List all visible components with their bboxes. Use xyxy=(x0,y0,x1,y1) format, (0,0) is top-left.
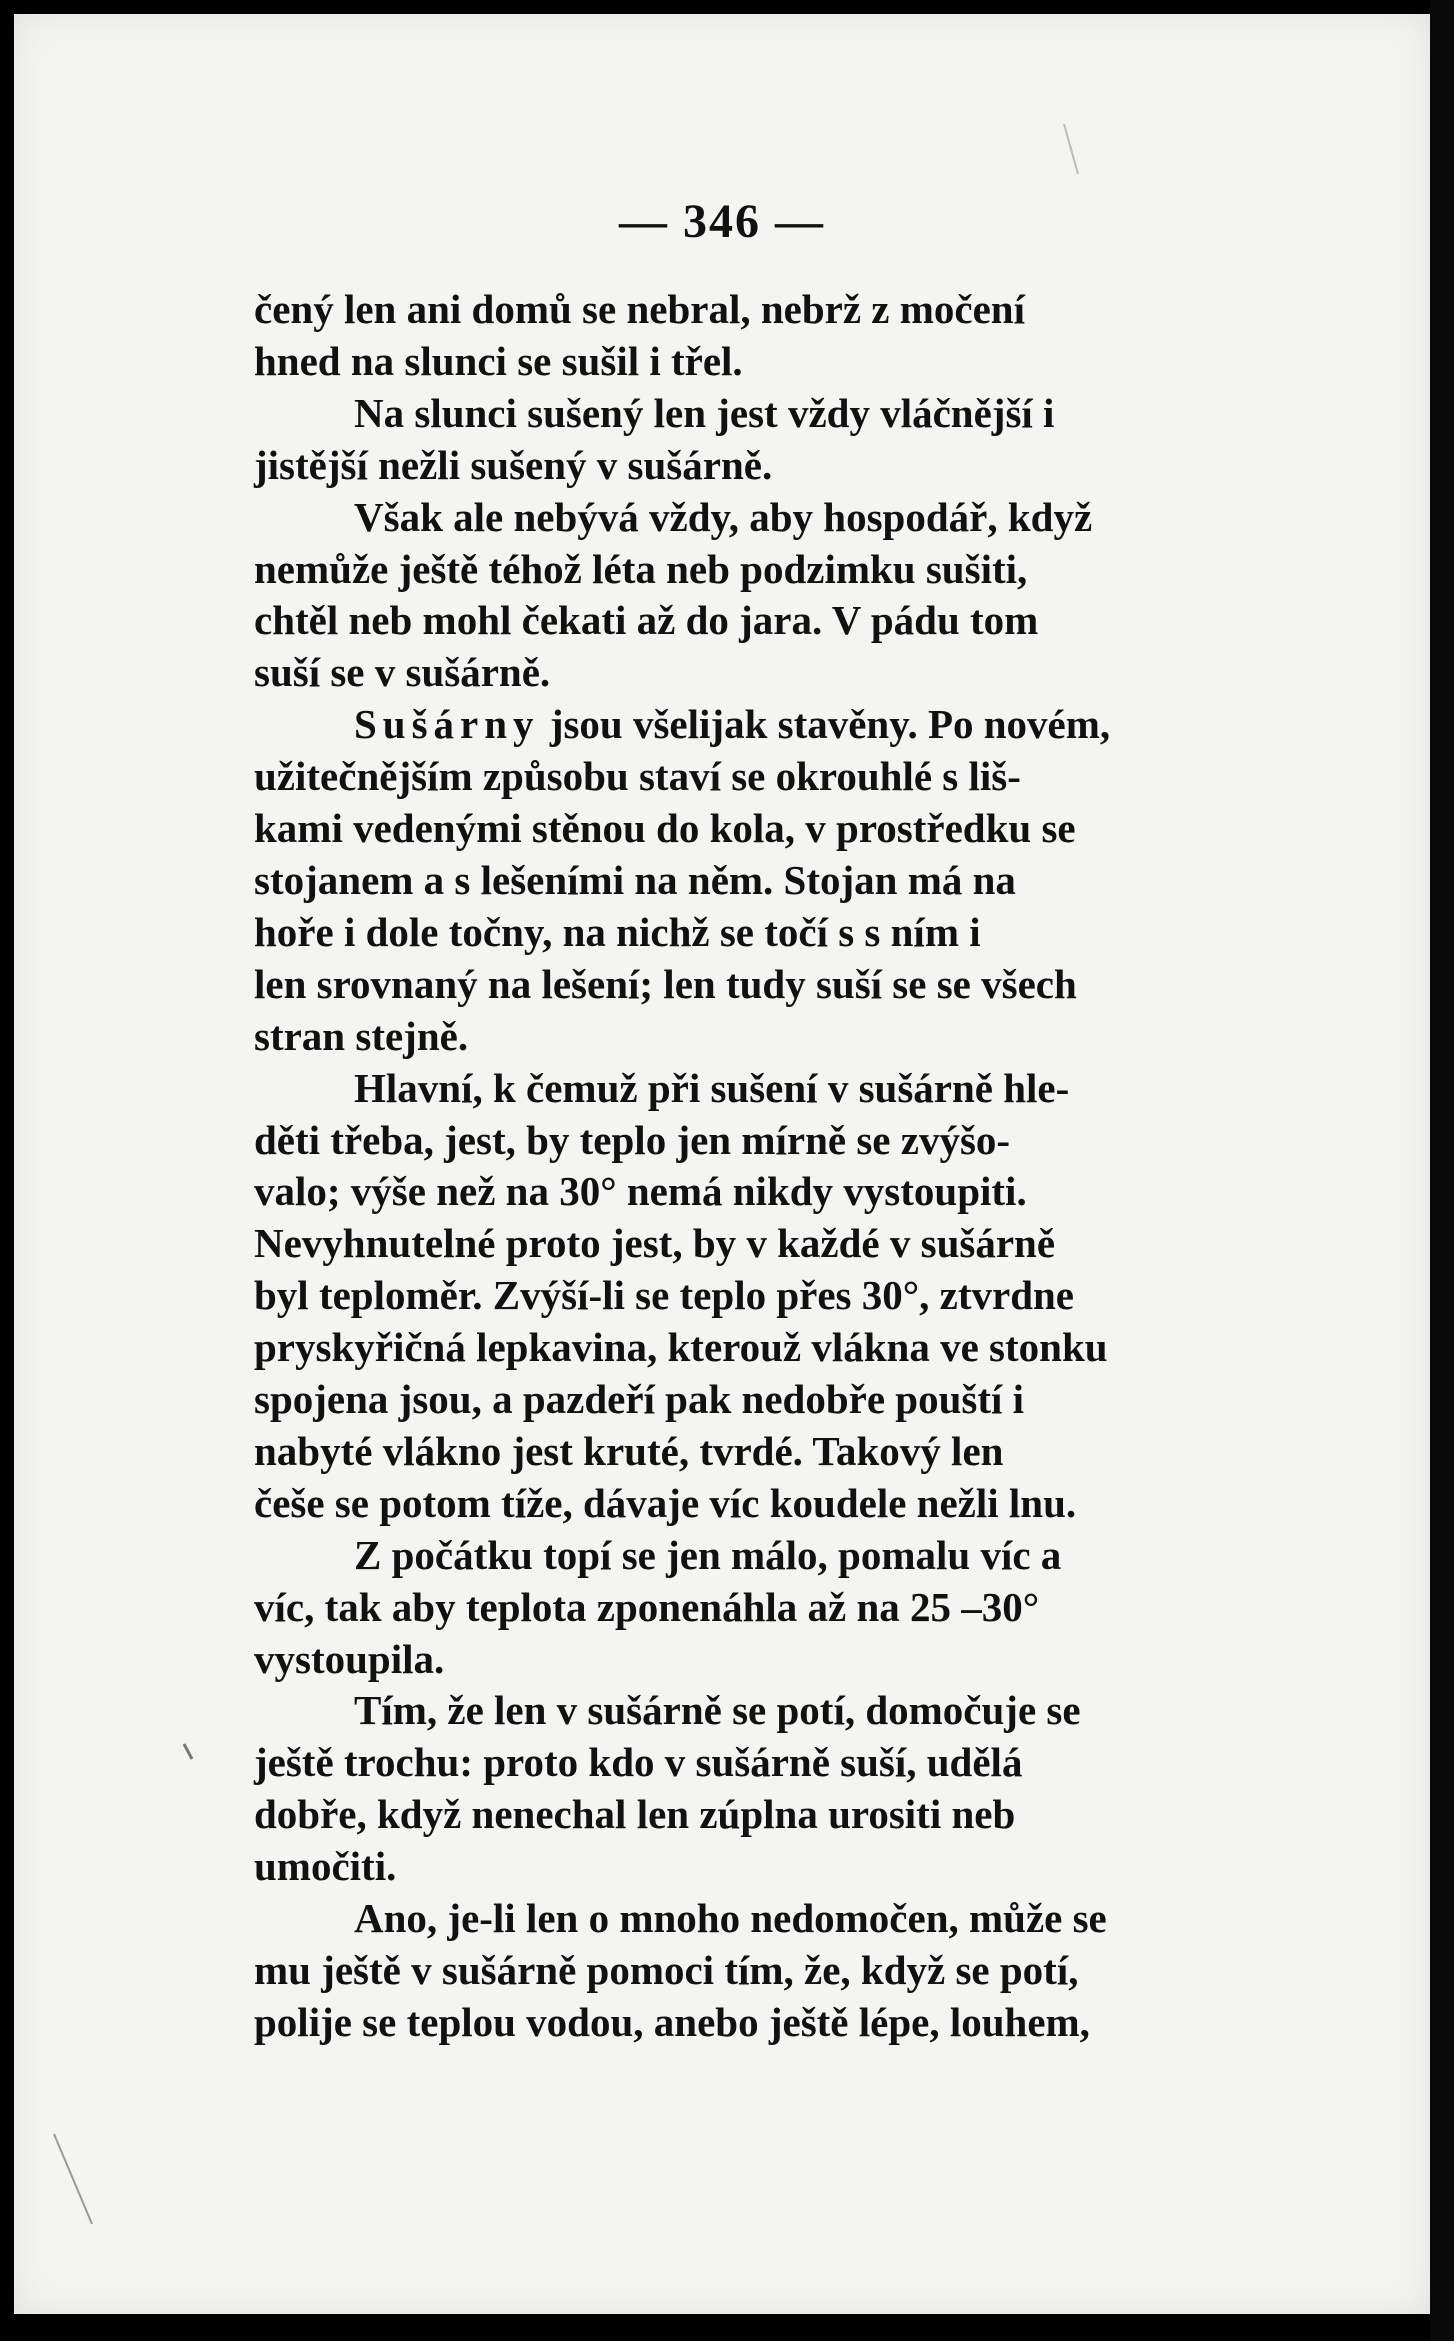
paragraph-6 xyxy=(254,1530,1304,1686)
paragraph-3 xyxy=(254,492,1304,700)
text-line: hoře i dole točny, na nichž se točí s s ním i xyxy=(254,908,981,955)
text-line: jsou všelijak stavěny. Po novém, xyxy=(539,701,1111,748)
text-line: češe se potom tíže, dávaje víc koudele nežli lnu. xyxy=(254,1479,1077,1526)
text-line: Na slunci sušený len jest vždy vláčnější i xyxy=(354,389,1055,436)
page-number: — 346 — xyxy=(619,195,825,248)
text-line: nabyté vlákno jest kruté, tvrdé. Takový len xyxy=(254,1427,1004,1474)
text-line: Nevyhnutelné proto jest, by v každé v sušárně xyxy=(254,1220,1056,1267)
text-line: Ano, je-li len o mnoho nedomočen, může se xyxy=(354,1895,1107,1942)
text-line: dobře, když nenechal len zúplna urositi neb xyxy=(254,1791,1016,1838)
text-line: suší se v sušárně. xyxy=(254,649,551,696)
text-line: stran stejně. xyxy=(254,1012,469,1059)
spaced-term: Sušárny xyxy=(354,701,540,748)
text-line: chtěl neb mohl čekati až do jara. V pádu tom xyxy=(254,597,1039,644)
text-line: čený len ani domů se nebral, nebrž z močení xyxy=(254,286,1025,332)
text-line: umočiti. xyxy=(254,1843,397,1890)
text-line: stojanem a s lešeními na něm. Stojan má na xyxy=(254,856,1016,903)
text-line: ještě trochu: proto kdo v sušárně suší, udělá xyxy=(254,1739,1023,1786)
scan-edge xyxy=(1430,0,1454,2341)
text-line: hned na slunci se sušil i třel. xyxy=(254,337,743,384)
text-line: mu ještě v sušárně pomoci tím, že, když se potí, xyxy=(254,1947,1079,1993)
paragraph-7 xyxy=(254,1685,1304,1893)
text-line: nemůže ještě téhož léta neb podzimku sušiti, xyxy=(254,545,1028,592)
text-line: Však ale nebývá vždy, aby hospodář, když xyxy=(354,493,1093,540)
paragraph-8 xyxy=(254,1893,1304,2049)
text-line: Tím, že len v sušárně se potí, domočuje se xyxy=(354,1687,1081,1734)
text-line: víc, tak aby teplota zponenáhla až na 25 –30° xyxy=(254,1583,1040,1630)
text-line: pryskyřičná lepkavina, kterouž vlákna ve stonku xyxy=(254,1324,1108,1371)
text-line: užitečnějším způsobu staví se okrouhlé s liš- xyxy=(254,753,1021,800)
text-line: Hlavní, k čemuž při sušení v sušárně hle- xyxy=(354,1064,1070,1111)
text-line: jistější nežli sušený v sušárně. xyxy=(254,441,773,488)
paragraph-1 xyxy=(254,284,1304,388)
text-line: Z počátku topí se jen málo, pomalu víc a xyxy=(354,1531,1062,1578)
text-line: polije se teplou vodou, anebo ještě lépe, louhem, xyxy=(254,1998,1090,2045)
paragraph-2 xyxy=(254,388,1304,492)
text-line: vystoupila. xyxy=(254,1635,445,1682)
text-line: spojena jsou, a pazdeří pak nedobře pouští i xyxy=(254,1376,1025,1423)
body-text xyxy=(254,284,1304,2049)
book-page xyxy=(14,14,1430,2314)
text-line: byl teploměr. Zvýší-li se teplo přes 30°, ztvrdne xyxy=(254,1272,1074,1319)
paragraph-4 xyxy=(254,699,1304,1062)
text-line: len srovnaný na lešení; len tudy suší se se všech xyxy=(254,960,1077,1007)
text-line: valo; výše než na 30° nemá nikdy vystoupiti. xyxy=(254,1168,1027,1215)
text-line: děti třeba, jest, by teplo jen mírně se zvýšo- xyxy=(254,1116,1011,1163)
text-line: kami vedenými stěnou do kola, v prostředku se xyxy=(254,805,1076,852)
paragraph-5 xyxy=(254,1063,1304,1530)
